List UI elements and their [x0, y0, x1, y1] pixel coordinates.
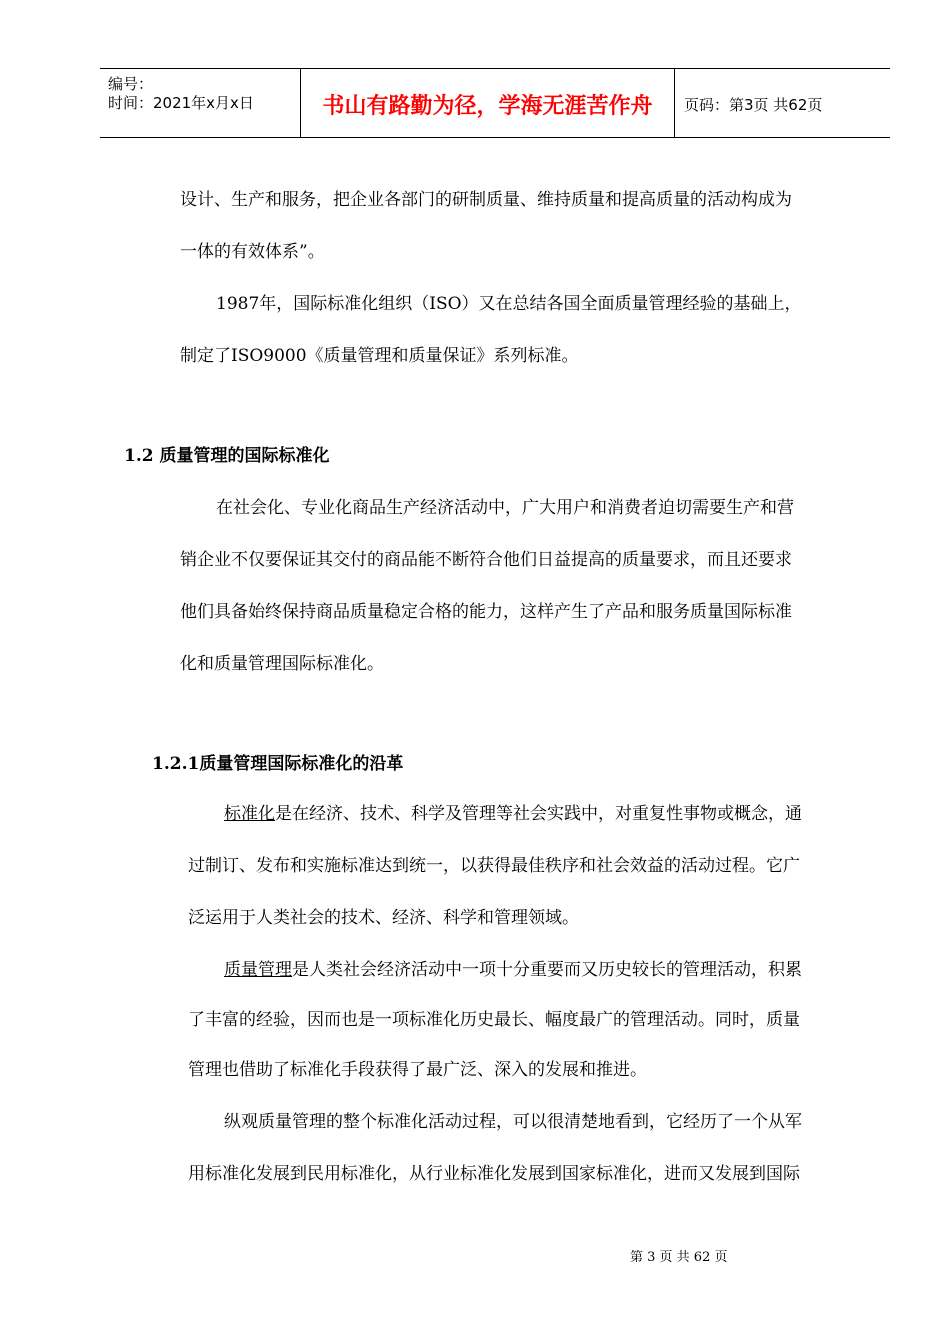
paragraph-line: 了丰富的经验，因而也是一项标准化历史最长、幅度最广的管理活动。同时，质量 [188, 1010, 800, 1030]
term-standardization: 标准化 [224, 804, 275, 824]
paragraph-line: 管理也借助了标准化手段获得了最广泛、深入的发展和推进。 [188, 1060, 647, 1080]
paragraph-line: 销企业不仅要保证其交付的商品能不断符合他们日益提高的质量要求，而且还要求 [180, 550, 792, 570]
page-footer: 第 3 页 共 62 页 [630, 1250, 728, 1265]
section-heading-1-2-1: 1.2.1质量管理国际标准化的沿革 [152, 754, 404, 774]
document-date-label: 时间：2021年x月x日 [108, 94, 254, 112]
paragraph-line: 泛运用于人类社会的技术、经济、科学和管理领域。 [188, 908, 579, 928]
page-header [100, 68, 890, 138]
header-motto-cell [301, 69, 675, 137]
section-heading-1-2: 1.2 质量管理的国际标准化 [124, 446, 330, 466]
paragraph-line: 化和质量管理国际标准化。 [180, 654, 384, 674]
paragraph-line: 设计、生产和服务，把企业各部门的研制质量、维持质量和提高质量的活动构成为 [180, 190, 792, 210]
paragraph-line-rest: 是人类社会经济活动中一项十分重要而又历史较长的管理活动，积累 [292, 960, 802, 980]
paragraph-line: 纵观质量管理的整个标准化活动过程，可以很清楚地看到，它经历了一个从军 [224, 1112, 802, 1132]
header-page-cell [676, 69, 890, 137]
paragraph-line: 1987年，国际标准化组织（ISO）又在总结各国全面质量管理经验的基础上， [216, 294, 802, 314]
paragraph-line: 用标准化发展到民用标准化，从行业标准化发展到国家标准化，进而又发展到国际 [188, 1164, 800, 1184]
header-page-label: 页码：第3页 共62页 [684, 96, 823, 114]
header-motto: 书山有路勤为径，学海无涯苦作舟 [322, 94, 653, 119]
term-quality-management: 质量管理 [224, 960, 292, 980]
document-number-label: 编号： [108, 75, 154, 93]
paragraph-line: 制定了ISO9000《质量管理和质量保证》系列标准。 [180, 346, 579, 366]
paragraph-line [224, 958, 802, 982]
paragraph-line [224, 802, 802, 826]
paragraph-line: 他们具备始终保持商品质量稳定合格的能力，这样产生了产品和服务质量国际标准 [180, 602, 792, 622]
paragraph-line-rest: 是在经济、技术、科学及管理等社会实践中，对重复性事物或概念，通 [275, 804, 802, 824]
paragraph-line: 一体的有效体系”。 [180, 242, 325, 262]
header-meta-cell [100, 69, 301, 137]
paragraph-line: 过制订、发布和实施标准达到统一，以获得最佳秩序和社会效益的活动过程。它广 [188, 856, 800, 876]
paragraph-line: 在社会化、专业化商品生产经济活动中，广大用户和消费者迫切需要生产和营 [216, 498, 794, 518]
